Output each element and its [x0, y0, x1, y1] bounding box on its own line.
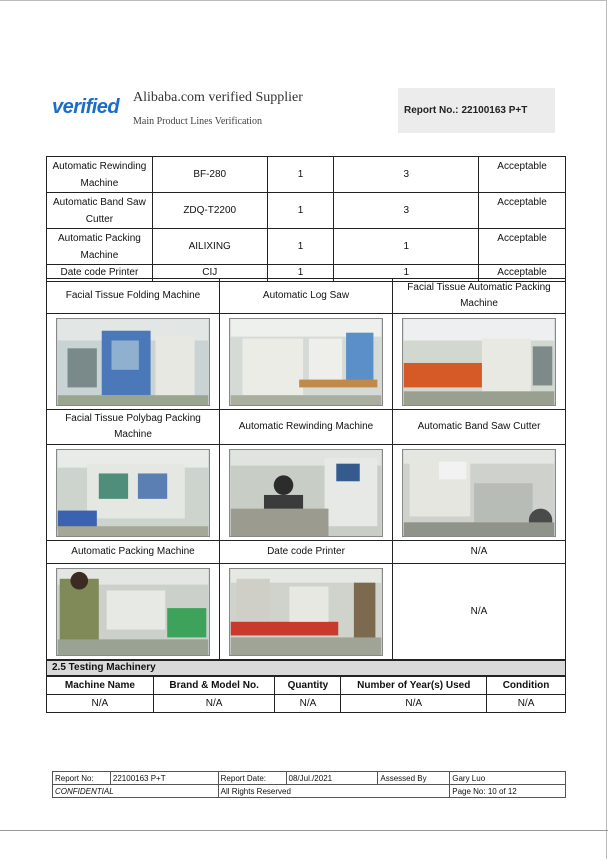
machine-photo	[402, 449, 556, 537]
footer-report-date: 08/Jul./2021	[286, 772, 378, 785]
machine-model: AILIXING	[152, 229, 267, 265]
machine-condition: Acceptable	[479, 229, 566, 265]
photo-caption: Automatic Log Saw	[220, 279, 393, 314]
header-subtitle: Main Product Lines Verification	[133, 116, 262, 127]
machine-condition: Acceptable	[479, 265, 566, 282]
machine-years: 1	[334, 229, 479, 265]
machine-qty: 1	[267, 229, 334, 265]
footer-table	[52, 771, 566, 798]
machine-photo	[229, 318, 383, 406]
footer-page	[450, 785, 566, 798]
column-header: Quantity	[275, 677, 341, 695]
machine-photo	[56, 318, 210, 406]
photo-caption: Automatic Rewinding Machine	[220, 410, 393, 445]
table-row	[47, 157, 566, 193]
verified-logo: verified	[52, 96, 120, 118]
machine-name: Automatic Packing Machine	[47, 229, 153, 265]
column-header: Condition	[487, 677, 566, 695]
machine-photo	[229, 568, 383, 656]
machine-qty: 1	[267, 193, 334, 229]
page-bottom-divider	[0, 830, 608, 831]
header-title: Alibaba.com verified Supplier	[133, 90, 303, 105]
column-header: Brand & Model No.	[153, 677, 275, 695]
table-cell: N/A	[341, 695, 487, 713]
photo-caption: Facial Tissue Folding Machine	[47, 279, 220, 314]
photo-caption: N/A	[393, 541, 566, 564]
machine-photo	[56, 449, 210, 537]
testing-machinery-table	[46, 676, 566, 713]
machine-qty: 1	[267, 157, 334, 193]
table-row	[47, 229, 566, 265]
section-title: 2.5 Testing Machinery	[46, 660, 566, 676]
machine-qty: 1	[267, 265, 334, 282]
table-cell: N/A	[275, 695, 341, 713]
table-cell: N/A	[153, 695, 275, 713]
machine-name: Date code Printer	[47, 265, 153, 282]
column-header: Machine Name	[47, 677, 154, 695]
footer-confidential: CONFIDENTIAL	[53, 785, 219, 798]
photo-caption: Facial Tissue Polybag Packing Machine	[47, 410, 220, 445]
empty-photo-cell: N/A	[393, 564, 566, 660]
footer-page-number: 10 of 12	[487, 786, 517, 796]
table-row	[47, 193, 566, 229]
footer-page-label: Page No:	[452, 786, 486, 796]
table-cell: N/A	[487, 695, 566, 713]
machine-photo	[229, 449, 383, 537]
machine-photo	[56, 568, 210, 656]
footer-assessor: Gary Luo	[450, 772, 566, 785]
report-number-label: Report No.:	[404, 105, 459, 116]
photo-caption: Automatic Band Saw Cutter	[393, 410, 566, 445]
machine-photo	[402, 318, 556, 406]
photo-caption: Automatic Packing Machine	[47, 541, 220, 564]
report-number-box	[398, 88, 555, 133]
footer-report-no: 22100163 P+T	[110, 772, 218, 785]
footer-assessed-label: Assessed By	[378, 772, 450, 785]
machine-photos-table	[46, 278, 566, 660]
footer-rights: All Rights Reserved	[218, 785, 450, 798]
footer-report-no-label: Report No:	[53, 772, 111, 785]
table-cell: N/A	[47, 695, 154, 713]
table-row	[47, 695, 566, 713]
product-lines-table	[46, 156, 566, 282]
machine-name: Automatic Band Saw Cutter	[47, 193, 153, 229]
machine-name: Automatic Rewinding Machine	[47, 157, 153, 193]
machine-years: 1	[334, 265, 479, 282]
report-number-value: 22100163 P+T	[461, 105, 528, 116]
machine-model: BF-280	[152, 157, 267, 193]
footer-report-date-label: Report Date:	[218, 772, 286, 785]
photo-caption: Date code Printer	[220, 541, 393, 564]
machine-model: ZDQ-T2200	[152, 193, 267, 229]
machine-years: 3	[334, 157, 479, 193]
photo-caption: Facial Tissue Automatic Packing Machine	[393, 279, 566, 314]
machine-years: 3	[334, 193, 479, 229]
machine-condition: Acceptable	[479, 193, 566, 229]
column-header: Number of Year(s) Used	[341, 677, 487, 695]
machine-condition: Acceptable	[479, 157, 566, 193]
machine-model: CIJ	[152, 265, 267, 282]
